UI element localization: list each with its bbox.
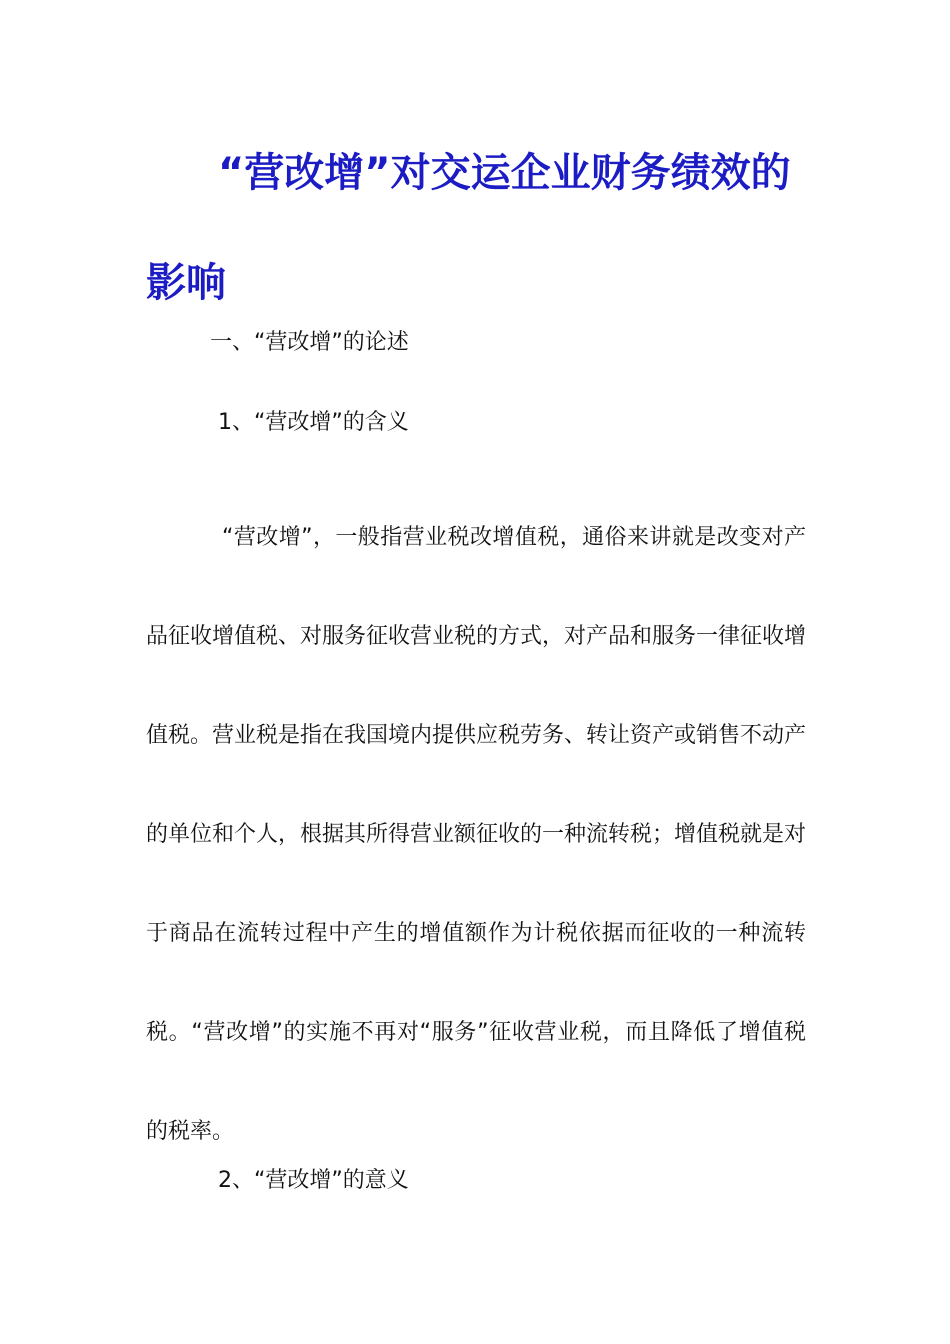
document-title: “营改增”对交运企业财务绩效的影响: [146, 150, 791, 306]
body-paragraph: “营改增”，一般指营业税改增值税，通俗来讲就是改变对产品征收增值税、对服务征收营业税的方式，对产品和服务一律征收增值税。营业税是指在我国境内提供应税劳务、转让资产或销售不动产的单位和个人，根据其所得营业额征收的一种流转税；增值税就是对于商品在流转过程中产生的增值额作为计税依据而征收的一种流转税。“营改增”的实施不再对“服务”征收营业税，而且降低了增值税的税率。: [146, 525, 807, 1144]
subsection-heading-meaning: 1、“营改增”的含义: [218, 410, 409, 435]
subsection-heading-significance: 2、“营改增”的意义: [218, 1168, 409, 1193]
section-heading-discussion: 一、“营改增”的论述: [210, 330, 409, 355]
